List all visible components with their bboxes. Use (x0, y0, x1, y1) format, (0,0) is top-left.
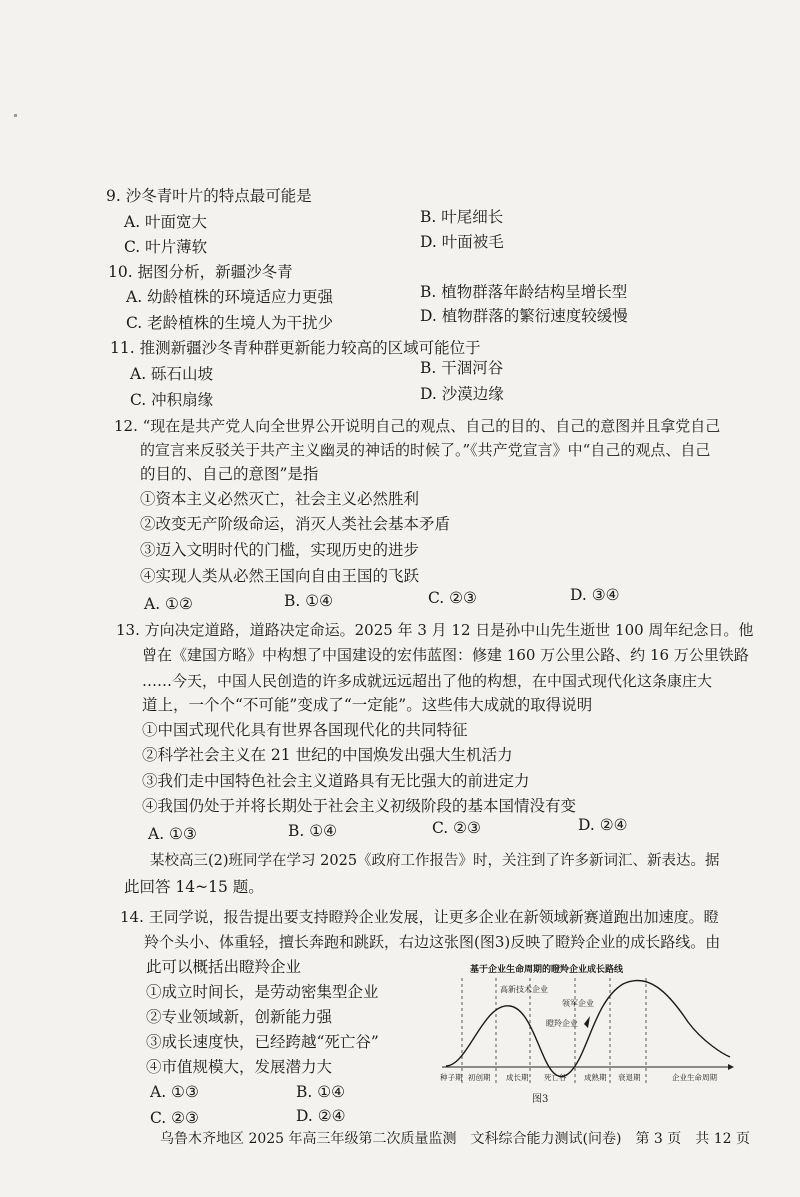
q14-option-b: B. ①④ (296, 1083, 346, 1101)
q11-option-d: D. 沙漠边缘 (420, 385, 504, 403)
q12-option-b: B. ①④ (284, 592, 334, 610)
scan-speck (14, 114, 17, 117)
q14-statement-4: ④市值规模大，发展潜力大 (146, 1058, 333, 1076)
gazelle-icon (584, 1016, 590, 1028)
figure-caption: 图3 (532, 1094, 549, 1105)
q13-line4: 道上，一个个“不可能”变成了“一定能”。这些伟大成就的取得说明 (142, 696, 593, 714)
stage-label: 种子期 (440, 1073, 463, 1082)
q11-option-a: A. 砾石山坡 (130, 365, 214, 383)
q14-statement-2: ②专业领域新，创新能力强 (146, 1008, 333, 1026)
axis-label: 企业生命周期 (672, 1073, 717, 1082)
figure-title: 基于企业生命周期的瞪羚企业成长路线 (470, 965, 624, 975)
intro-line1: 某校高三(2)班同学在学习 2025《政府工作报告》时，关注到了许多新词汇、新表达。据 (150, 853, 720, 869)
q13-line2: 曾在《建国方略》中构想了中国建设的宏伟蓝图：修建 160 万公里公路、约 16 万公里铁路 (142, 646, 749, 664)
q12-line1: 12. “现在是共产党人向全世界公开说明自己的观点、自己的目的、自己的意图并且拿党自己 (114, 417, 721, 435)
q12-statement-2: ②改变无产阶级命运，消灭人类社会基本矛盾 (140, 515, 451, 533)
stage-label: 成熟期 (584, 1073, 607, 1082)
q14-statement-3: ③成长速度快，已经跨越“死亡谷” (146, 1033, 379, 1051)
q9-option-a: A. 叶面宽大 (124, 213, 208, 231)
q11-option-c: C. 冲积扇缘 (130, 391, 214, 409)
q13-statement-1: ①中国式现代化具有世界各国现代化的共同特征 (142, 721, 468, 739)
q13-statement-2: ②科学社会主义在 21 世纪的中国焕发出强大生机活力 (142, 746, 513, 764)
label-gazelle: 瞪羚企业 (546, 1019, 578, 1028)
q13-option-c: C. ②③ (432, 819, 481, 837)
q11-option-b: B. 干涸河谷 (420, 359, 504, 377)
q12-statement-3: ③迈入文明时代的门槛，实现历史的进步 (140, 541, 420, 559)
q12-option-c: C. ②③ (428, 589, 477, 607)
axis-arrow-icon (728, 1064, 734, 1070)
q13-option-a: A. ①③ (148, 825, 197, 843)
figure-3 (438, 962, 738, 1114)
q10-option-d: D. 植物群落的繁衍速度较缓慢 (420, 307, 628, 325)
intro-line2: 此回答 14~15 题。 (124, 878, 264, 896)
q12-line2: 的宣言来反驳关于共产主义幽灵的神话的时候了。”《共产党宣言》中“自己的观点、自己 (140, 441, 711, 459)
q14-line3: 此可以概括出瞪羚企业 (146, 958, 302, 976)
q14-option-c: C. ②③ (150, 1109, 199, 1127)
q9-option-b: B. 叶尾细长 (420, 208, 504, 226)
growth-curve (446, 980, 730, 1076)
stage-dividers (462, 978, 646, 1084)
q13-statement-4: ④我国仍处于并将长期处于社会主义初级阶段的基本国情没有变 (142, 797, 577, 815)
q12-line3: 的目的、自己的意图”是指 (140, 465, 319, 483)
q12-statement-4: ④实现人类从必然王国向自由王国的飞跃 (140, 567, 420, 585)
q13-option-d: D. ②④ (578, 816, 628, 834)
q13-option-b: B. ①④ (288, 822, 338, 840)
q9-stem: 9. 沙冬青叶片的特点最可能是 (106, 187, 312, 205)
q10-option-a: A. 幼龄植株的环境适应力更强 (126, 288, 334, 306)
q13-line1: 13. 方向决定道路，道路决定命运。2025 年 3 月 12 日是孙中山先生逝世 100 周年纪念日。他 (116, 621, 754, 639)
q14-line2: 羚个头小、体重轻，擅长奔跑和跳跃，右边这张图(图3)反映了瞪羚企业的成长路线。由 (144, 933, 721, 951)
label-leader: 领军企业 (562, 999, 594, 1008)
q13-statement-3: ③我们走中国特色社会主义道路具有无比强大的前进定力 (142, 772, 530, 790)
stage-label: 初创期 (468, 1073, 491, 1082)
q11-stem: 11. 推测新疆沙冬青种群更新能力较高的区域可能位于 (110, 339, 481, 357)
stage-label: 衰退期 (618, 1073, 641, 1082)
q12-statement-1: ①资本主义必然灭亡，社会主义必然胜利 (140, 490, 420, 508)
q12-option-d: D. ③④ (570, 586, 620, 604)
label-hightech: 高新技术企业 (500, 985, 548, 994)
page-footer: 乌鲁木齐地区 2025 年高三年级第二次质量监测 文科综合能力测试(问卷) 第 3 页 共 12 页 (160, 1131, 750, 1147)
stage-label: 死亡谷 (544, 1073, 567, 1082)
q10-option-c: C. 老龄植株的生境人为干扰少 (126, 314, 334, 332)
q14-line1: 14. 王同学说，报告提出要支持瞪羚企业发展，让更多企业在新领域新赛道跑出加速度。瞪 (120, 908, 719, 926)
q13-line3: ……今天，中国人民创造的许多成就远远超出了他的构想，在中国式现代化这条康庄大 (142, 672, 713, 690)
q10-option-b: B. 植物群落年龄结构呈增长型 (420, 283, 628, 301)
q14-option-d: D. ②④ (296, 1107, 346, 1125)
stage-label: 成长期 (506, 1073, 529, 1082)
q10-stem: 10. 据图分析，新疆沙冬青 (108, 263, 293, 281)
q12-option-a: A. ①② (144, 595, 193, 613)
q14-statement-1: ①成立时间长，是劳动密集型企业 (146, 983, 379, 1001)
q14-option-a: A. ①③ (150, 1083, 199, 1101)
q9-option-d: D. 叶面被毛 (420, 233, 504, 251)
q9-option-c: C. 叶片薄软 (124, 238, 208, 256)
